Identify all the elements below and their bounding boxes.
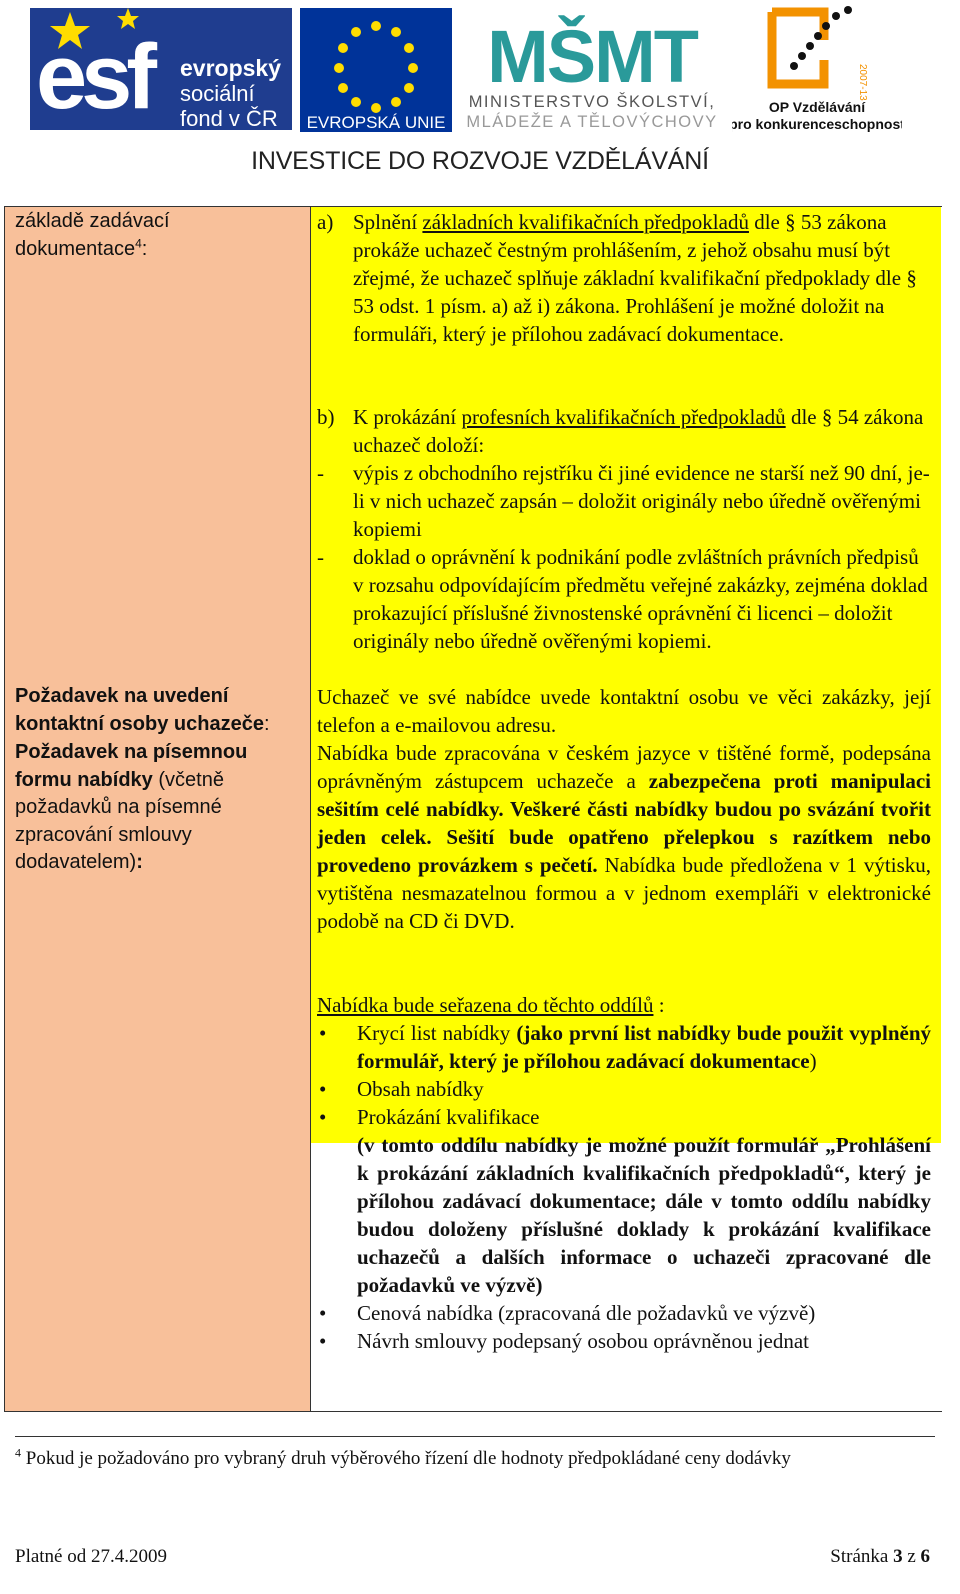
svg-text:MINISTERSTVO ŠKOLSTVÍ,: MINISTERSTVO ŠKOLSTVÍ, [468,93,716,111]
footnote-divider [15,1436,935,1437]
svg-text:MLÁDEŽE A TĚLOVÝCHOVY: MLÁDEŽE A TĚLOVÝCHOVY [466,113,718,131]
written-form-text: Nabídka bude zpracována v českém jazyce v tištěné formě, podepsána oprávněným zástupcem uchazeče a zabezpečena proti manipulaci sešitím celé nabídky. Veškeré části nabídky budou po svázání tvořit jeden celek. Sešití bude opatřeno přelepkou s razítkem nebo provedeno provázkem s pečetí. Nabídka bude předložena v 1 výtisku, vytištěna nesmazatelnou formou a v jednom exempláři v elektronické podobě na CD či DVD. [317,741,932,933]
item-a: a) Splnění základních kvalifikačních předpokladů dle § 53 zákona prokáže uchazeč čestným prohlášením, z jehož obsahu musí být zřejmé, že uchazeč splňuje základní kvalifikační předpoklady dle § 53 odst. 1 písm. a) až i) zákona. Prohlášení je možné doložit na formuláři, který je přílohou zadávací dokumentace. [317,210,917,346]
contact-person-text: Uchazeč ve své nabídce uvede kontaktní osobu ve věci zakázky, její telefon a e-mailovou adresu. [317,685,931,737]
bullet-icon: • [319,1301,327,1325]
order-heading: Nabídka bude seřazena do těchto oddílů : [317,993,665,1017]
svg-text:EVROPSKÁ UNIE: EVROPSKÁ UNIE [306,113,446,132]
investice-slogan: INVESTICE DO ROZVOJE VZDĚLÁVÁNÍ [251,147,709,175]
svg-text:pro konkurenceschopnost: pro konkurenceschopnost [732,116,902,132]
requirements-table [4,206,942,1412]
bullet-icon: • [319,1105,327,1129]
list-item: • Návrh smlouvy podepsaný osobou oprávněnou jednat [319,1329,810,1353]
bullet-icon: • [319,1077,327,1101]
dash-item-opravneni: - doklad o oprávnění k podnikání podle zvláštních právních předpisů v rozsahu odpovídajícím předmětu veřejné zakázky, zejména doklad prokazující příslušné živnostenské oprávnění či licenci – doložit originály nebo úředně ověřenými kopiemi. [317,545,928,653]
eu-flag-logo [300,8,452,132]
svg-text:sociální: sociální [180,81,255,106]
footnote: $^4$ Pokud je požadováno pro vybraný druh výběrového řízení dle hodnoty předpokládané ceny dodávky [15,1445,791,1469]
esf-mark-text: esf [36,26,151,128]
list-item: • Obsah nabídky [319,1077,484,1101]
item-b: b) K prokázání profesních kvalifikačních předpokladů dle § 54 zákona uchazeč doloží: - výpis z obchodního rejstříku či jiné evidence ne starší než 90 dní, je-li v nich uchazeč zapsán – doložit originály nebo úředně ověřenými kopiemi - doklad o oprávnění k podnikání podle zvláštních právních předpisů v rozsahu odpovídajícím předmětu veřejné zakázky, zejména doklad prokazující příslušné živnostenské oprávnění či licenci – doložit originály nebo úředně ověřenými kopiemi. [317,405,930,653]
dash-item-rejstrik: - výpis z obchodního rejstříku či jiné evidence ne starší než 90 dní, je-li v nich uchazeč zapsán – doložit originály nebo úředně ověřenými kopiemi [317,461,930,541]
svg-text:OP Vzdělávání: OP Vzdělávání [768,99,866,115]
row-label-pisemna-forma: Požadavek na písemnou formu nabídky (včetně požadavků na písemné zpracování smlouvy dodavatelem): [15,741,248,873]
row-label-zadavaci: základě zadávací dokumentace$^4$: [15,210,170,260]
list-item: • Cenová nabídka (zpracovaná dle požadavků ve výzvě) [319,1301,816,1325]
svg-text:fond v ČR: fond v ČR [180,106,278,130]
row-label-kontakt: Požadavek na uvedení kontaktní osoby uchazeče: [15,685,270,735]
svg-text:MŠMT: MŠMT [487,15,697,98]
footer-page-number: Stránka 3 z 6 [830,1546,930,1567]
list-item: • Krycí list nabídky (jako první list nabídky bude použit vyplněný formulář, který je přílohou zadávací dokumentace) [319,1021,931,1073]
bullet-icon: • [319,1329,327,1353]
svg-text:2007-13: 2007-13 [857,64,868,101]
bullet-icon: • [319,1021,327,1045]
footer-valid-date: Platné od 27.4.2009 [15,1546,167,1567]
op-vk-logo [732,4,902,132]
esf-logo [30,8,292,130]
svg-text:evropský: evropský [180,55,282,81]
msmt-logo [462,6,724,132]
order-list [317,1019,931,1355]
list-item: • Prokázání kvalifikace (v tomto oddílu nabídky je možné použít formulář „Prohlášení k prokázání základních kvalifikačních předpokladů“, který je přílohou zadávací dokumentace; dále v tomto oddílu nabídky budou doloženy příslušné doklady k prokázání kvalifikace uchazečů a dalších informace o uchazeči zpracované dle požadavků ve výzvě) [319,1105,931,1297]
page-header [0,0,960,190]
